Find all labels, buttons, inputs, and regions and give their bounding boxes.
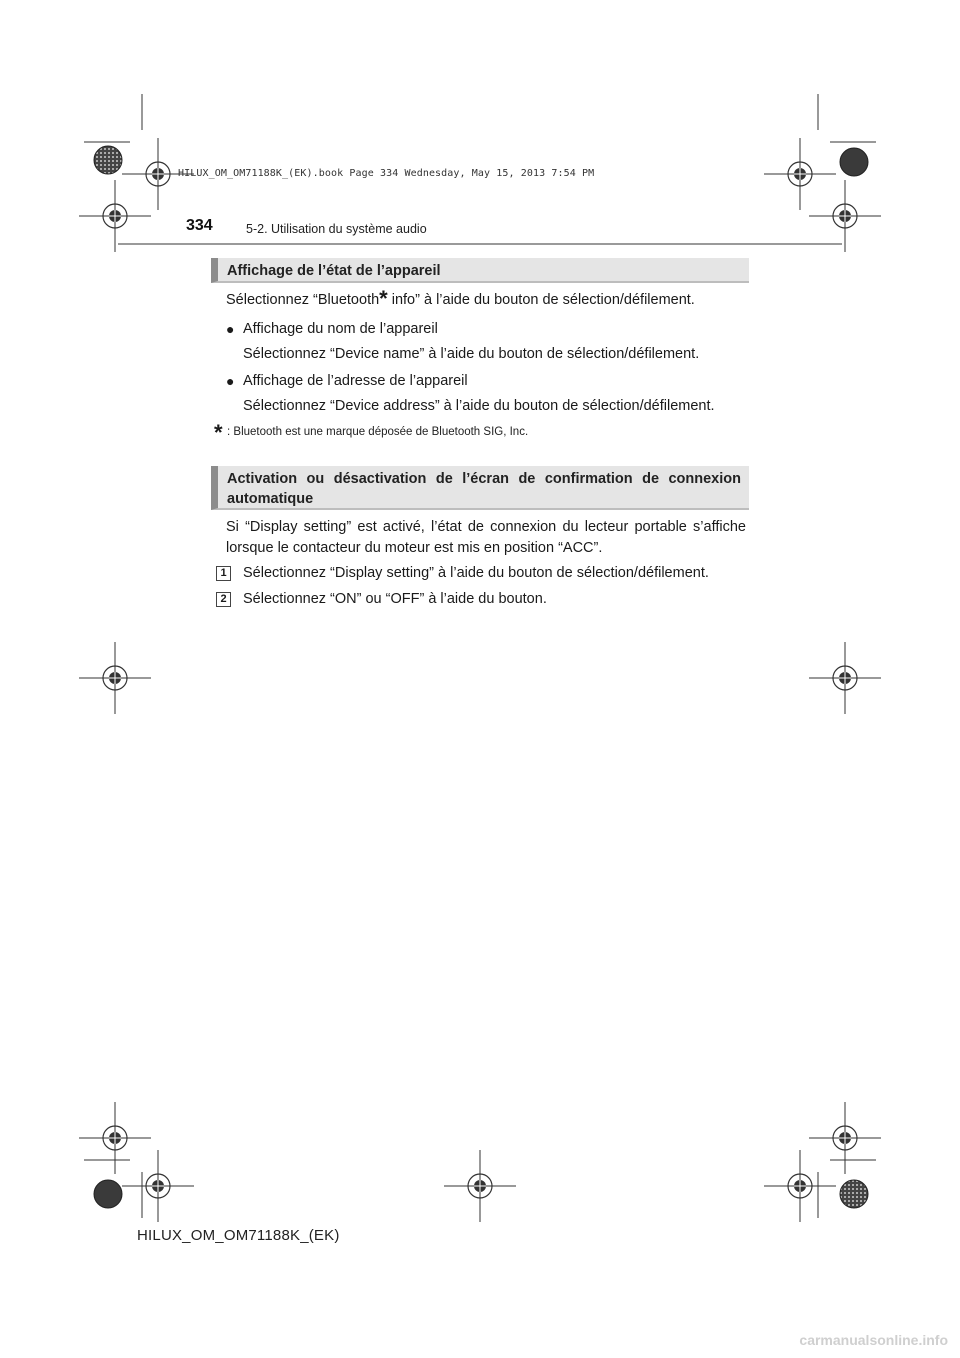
list-item-instruction: Sélectionnez “Device address” à l’aide du bouton de sélection/défilement. (243, 398, 715, 414)
asterisk-icon: * (379, 286, 388, 311)
page-number: 334 (186, 217, 213, 234)
print-job-header: HILUX_OM_OM71188K_(EK).book Page 334 Wednesday, May 15, 2013 7:54 PM (178, 168, 595, 179)
step-number-badge: 1 (216, 566, 231, 581)
section-heading-device-status: Affichage de l’état de l’appareil (211, 258, 749, 283)
section-title: 5-2. Utilisation du système audio (246, 222, 427, 236)
section-heading-auto-connection: Activation ou désactivation de l’écran de confirmation de connexion automatique (211, 466, 749, 510)
intro-text-after: info” à l’aide du bouton de sélection/défilement. (387, 292, 695, 308)
intro-text-before: Sélectionnez “Bluetooth (226, 292, 380, 308)
watermark: carmanualsonline.info (799, 1332, 948, 1348)
step-text: Sélectionnez “Display setting” à l’aide du bouton de sélection/défilement. (243, 565, 709, 581)
header-divider (118, 243, 842, 245)
footer-model-code: HILUX_OM_OM71188K_(EK) (137, 1227, 340, 1244)
footnote (214, 420, 528, 446)
footnote-text: : Bluetooth est une marque déposée de Bluetooth SIG, Inc. (227, 426, 529, 438)
list-item-instruction: Sélectionnez “Device name” à l’aide du bouton de sélection/défilement. (243, 346, 700, 362)
section-intro-paragraph: Si “Display setting” est activé, l’état de connexion du lecteur portable s’affiche lorsque le contacteur du moteur est mis en position “ACC”. (226, 519, 746, 556)
step-number-badge: 2 (216, 592, 231, 607)
list-item-device-name (226, 321, 438, 338)
list-item-title: Affichage du nom de l’appareil (243, 321, 438, 337)
intro-paragraph (226, 286, 695, 311)
list-item-device-address (226, 373, 468, 390)
asterisk-icon: * (214, 420, 223, 445)
bullet-icon: ● (226, 321, 235, 337)
list-item-title: Affichage de l’adresse de l’appareil (243, 373, 468, 389)
bullet-icon: ● (226, 373, 235, 389)
step-text: Sélectionnez “ON” ou “OFF” à l’aide du bouton. (243, 591, 547, 607)
